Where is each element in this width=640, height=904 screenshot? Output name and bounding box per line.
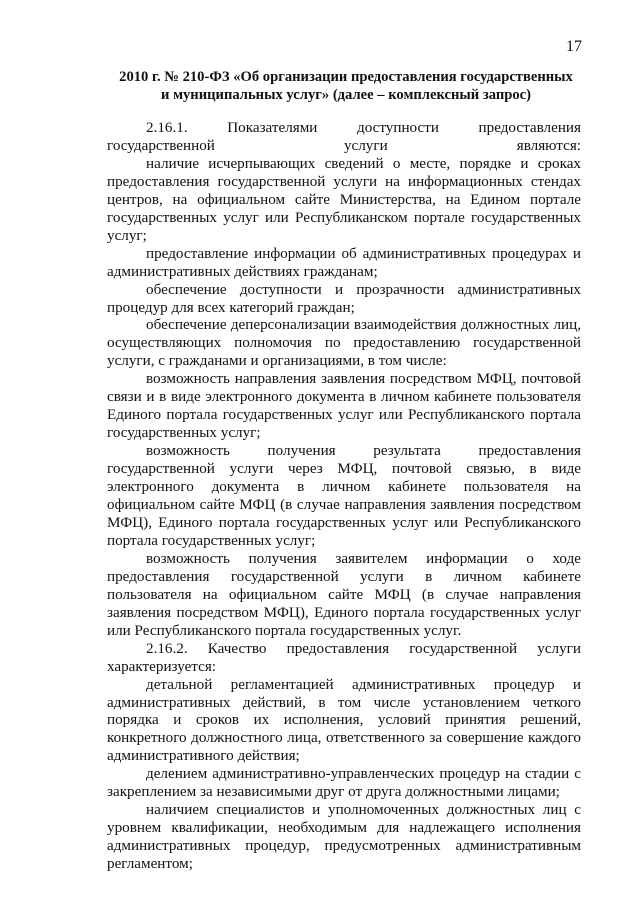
paragraph: обеспечение деперсонализации взаимодействия должностных лиц, осуществляющих полномочия по предоставлению государственной услуги, с гражданами и организациями, в том числе: (107, 316, 581, 370)
paragraph: обеспечение доступности и прозрачности административных процедур для всех категорий граждан; (107, 280, 581, 316)
paragraph: возможность получения заявителем информации о ходе предоставления государственной услуги в личном кабинете пользователя на официальном сайте МФЦ (в случае направления заявления посредством МФЦ), Единого портала государственных услуг или Республиканского портала государственных услуг. (107, 549, 581, 639)
paragraph: возможность направления заявления посредством МФЦ, почтовой связи и в виде электронного документа в личном кабинете пользователя Единого портала государственных услуг или Республиканского портала государственных услуг; (107, 370, 581, 442)
paragraph-accessibility-indicators: 2.16.1. Показателями доступности предоставления государственной услуги являются: (107, 119, 581, 154)
paragraph: возможность получения результата предоставления государственной услуги через МФЦ, почтовой связью, в виде электронного документа в личном кабинете пользователя на официальном сайте МФЦ (в случае направления заявления посредством МФЦ), Единого портала государственных услуг или Республиканского портала государственных услуг; (107, 442, 581, 549)
paragraph: детальной регламентацией административных процедур и административных действий, в том числе установлением четкого порядка и сроков их исполнения, условий принятия решений, конкретного должностного лица, ответственного за совершение каждого административного действия; (107, 675, 581, 765)
paragraph: предоставление информации об административных процедурах и административных действиях гражданам; (107, 244, 581, 280)
heading-line: и муниципальных услуг» (далее – комплексный запрос) (161, 86, 531, 103)
paragraph: делением административно-управленческих процедур на стадии с закреплением за независимыми друг от друга должностными лицами; (107, 765, 581, 801)
heading-line: 2010 г. № 210-ФЗ «Об организации предоставления государственных (119, 69, 573, 85)
paragraph-quality-indicators: 2.16.2. Качество предоставления государственной услуги характеризуется: (107, 639, 581, 675)
document-body (107, 119, 581, 873)
section-heading (107, 69, 585, 104)
paragraph: наличие исчерпывающих сведений о месте, порядке и сроках предоставления государственной услуги на информационных стендах центров, на официальном сайте Министерства, на Едином портале государственных услуг или Республиканском портале государственных услуг; (107, 154, 581, 244)
paragraph: наличием специалистов и уполномоченных должностных лиц с уровнем квалификации, необходимым для надлежащего исполнения административных процедур, предусмотренных административным регламентом; (107, 801, 581, 873)
page-number: 17 (566, 38, 582, 55)
